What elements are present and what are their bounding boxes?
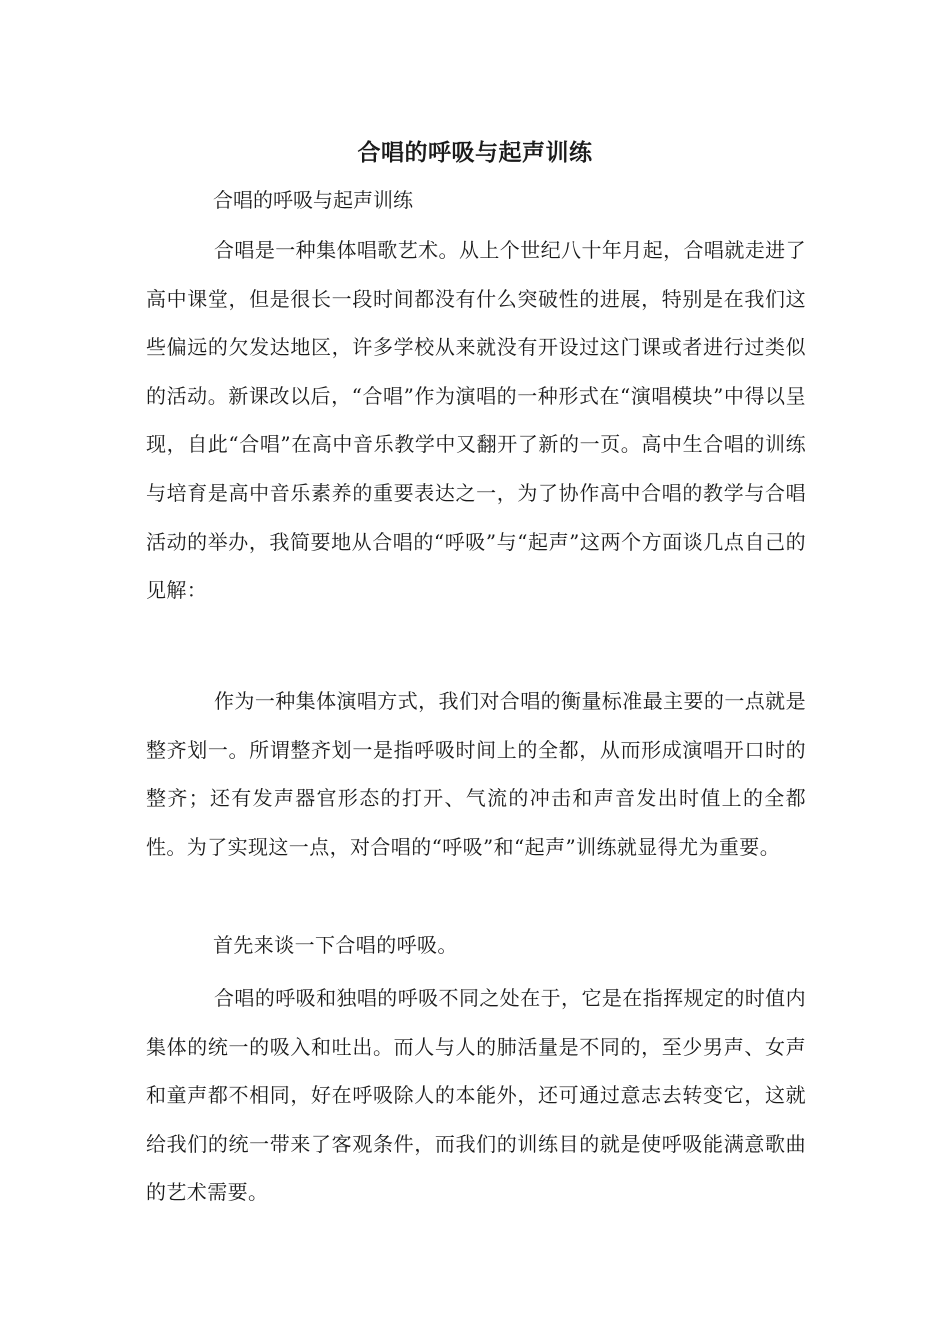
paragraph-breathing-heading: 首先来谈一下合唱的呼吸。	[213, 933, 458, 957]
paragraph-standard: 作为一种集体演唱方式，我们对合唱的衡量标准最主要的一点就是整齐划一。所谓整齐划一是指呼吸时间上的全都，从而形成演唱开口时的整齐；还有发声器官形态的打开、气流的冲击和声音发出时值上的全都性。为了实现这一点，对合唱的“呼吸”和“起声”训练就显得尤为重要。	[146, 689, 806, 859]
document-title: 合唱的呼吸与起声训练	[357, 139, 593, 166]
paragraph-intro: 合唱是一种集体唱歌艺术。从上个世纪八十年月起，合唱就走进了高中课堂，但是很长一段时间都没有什么突破性的进展，特别是在我们这些偏远的欠发达地区，许多学校从来就没有开设过这门课或者进行过类似的活动。新课改以后，“合唱”作为演唱的一种形式在“演唱模块”中得以呈现，自此“合唱”在高中音乐教学中又翻开了新的一页。高中生合唱的训练与培育是高中音乐素养的重要表达之一，为了协作高中合唱的教学与合唱活动的举办，我简要地从合唱的“呼吸”与“起声”这两个方面谈几点自己的见解：	[146, 238, 806, 603]
paragraph-breathing: 合唱的呼吸和独唱的呼吸不同之处在于，它是在指挥规定的时值内集体的统一的吸入和吐出。而人与人的肺活量是不同的，至少男声、女声和童声都不相同，好在呼吸除人的本能外，还可通过意志去转变它，这就给我们的统一带来了客观条件，而我们的训练目的就是使呼吸能满意歌曲的艺术需要。	[146, 986, 806, 1205]
document-subtitle: 合唱的呼吸与起声训练	[213, 188, 413, 212]
